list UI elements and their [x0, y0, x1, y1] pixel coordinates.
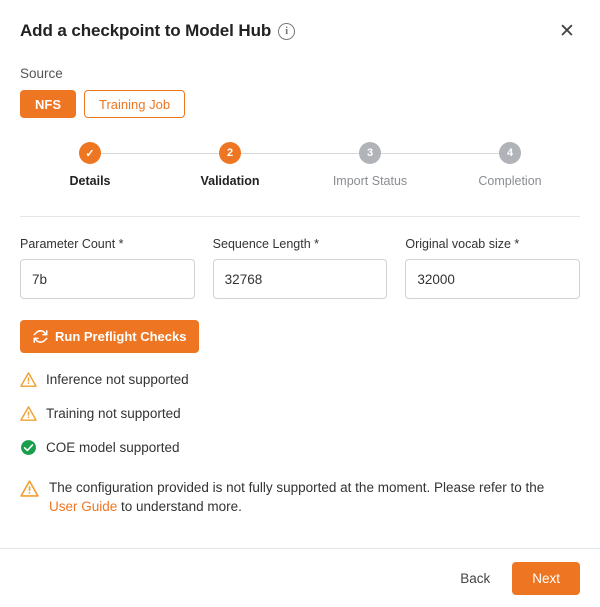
source-toggle-group	[0, 81, 600, 118]
form-fields	[0, 217, 600, 299]
step-completion[interactable]	[440, 142, 580, 188]
field-sequence-length	[213, 237, 388, 299]
preflight-section	[0, 299, 600, 353]
status-item-inference	[20, 371, 580, 388]
original-vocab-size-input[interactable]	[405, 259, 580, 299]
dialog-header	[0, 0, 600, 44]
warning-icon	[20, 405, 37, 422]
step-3-circle: 3	[359, 142, 381, 164]
preflight-status-list	[0, 353, 600, 516]
user-guide-link[interactable]: User Guide	[49, 499, 118, 514]
source-label: Source	[20, 66, 63, 81]
status-text-coe-model: COE model supported	[46, 440, 180, 455]
step-3-label: Import Status	[332, 174, 408, 188]
info-icon[interactable]: i	[278, 23, 295, 40]
close-icon[interactable]: ✕	[559, 20, 575, 42]
configuration-note	[20, 478, 580, 516]
status-text-training: Training not supported	[46, 406, 181, 421]
parameter-count-label: Parameter Count *	[20, 237, 124, 251]
field-parameter-count	[20, 237, 195, 299]
step-4-label: Completion	[478, 174, 542, 188]
back-button[interactable]: Back	[454, 563, 496, 594]
original-vocab-size-label: Original vocab size *	[405, 237, 520, 251]
source-option-nfs[interactable]: NFS	[20, 90, 76, 118]
source-option-training-job[interactable]: Training Job	[84, 90, 185, 118]
status-item-coe-model	[20, 439, 580, 456]
step-import-status[interactable]	[300, 142, 440, 188]
step-details[interactable]	[20, 142, 160, 188]
note-text-after: to understand more.	[117, 499, 242, 514]
sequence-length-input[interactable]	[213, 259, 388, 299]
warning-icon	[20, 479, 39, 498]
page-title: Add a checkpoint to Model Hub	[20, 21, 272, 40]
step-4-circle: 4	[499, 142, 521, 164]
note-text-before: The configuration provided is not fully supported at the moment. Please refer to the	[49, 480, 545, 495]
step-1-circle: ✓	[79, 142, 101, 164]
stepper	[20, 142, 580, 202]
field-original-vocab-size	[405, 237, 580, 299]
step-validation[interactable]	[160, 142, 300, 188]
parameter-count-input[interactable]	[20, 259, 195, 299]
run-preflight-checks-button[interactable]	[20, 320, 199, 353]
sequence-length-label: Sequence Length *	[212, 237, 320, 251]
next-button[interactable]: Next	[512, 562, 580, 595]
warning-icon	[20, 371, 37, 388]
step-2-label: Validation	[200, 174, 260, 188]
run-preflight-checks-label: Run Preflight Checks	[55, 329, 187, 344]
refresh-icon	[33, 329, 48, 344]
step-2-circle: 2	[219, 142, 241, 164]
dialog-footer	[0, 549, 600, 607]
status-item-training	[20, 405, 580, 422]
step-1-label: Details	[69, 174, 111, 188]
configuration-note-text	[49, 478, 569, 516]
success-icon	[20, 439, 37, 456]
status-text-inference: Inference not supported	[46, 372, 189, 387]
